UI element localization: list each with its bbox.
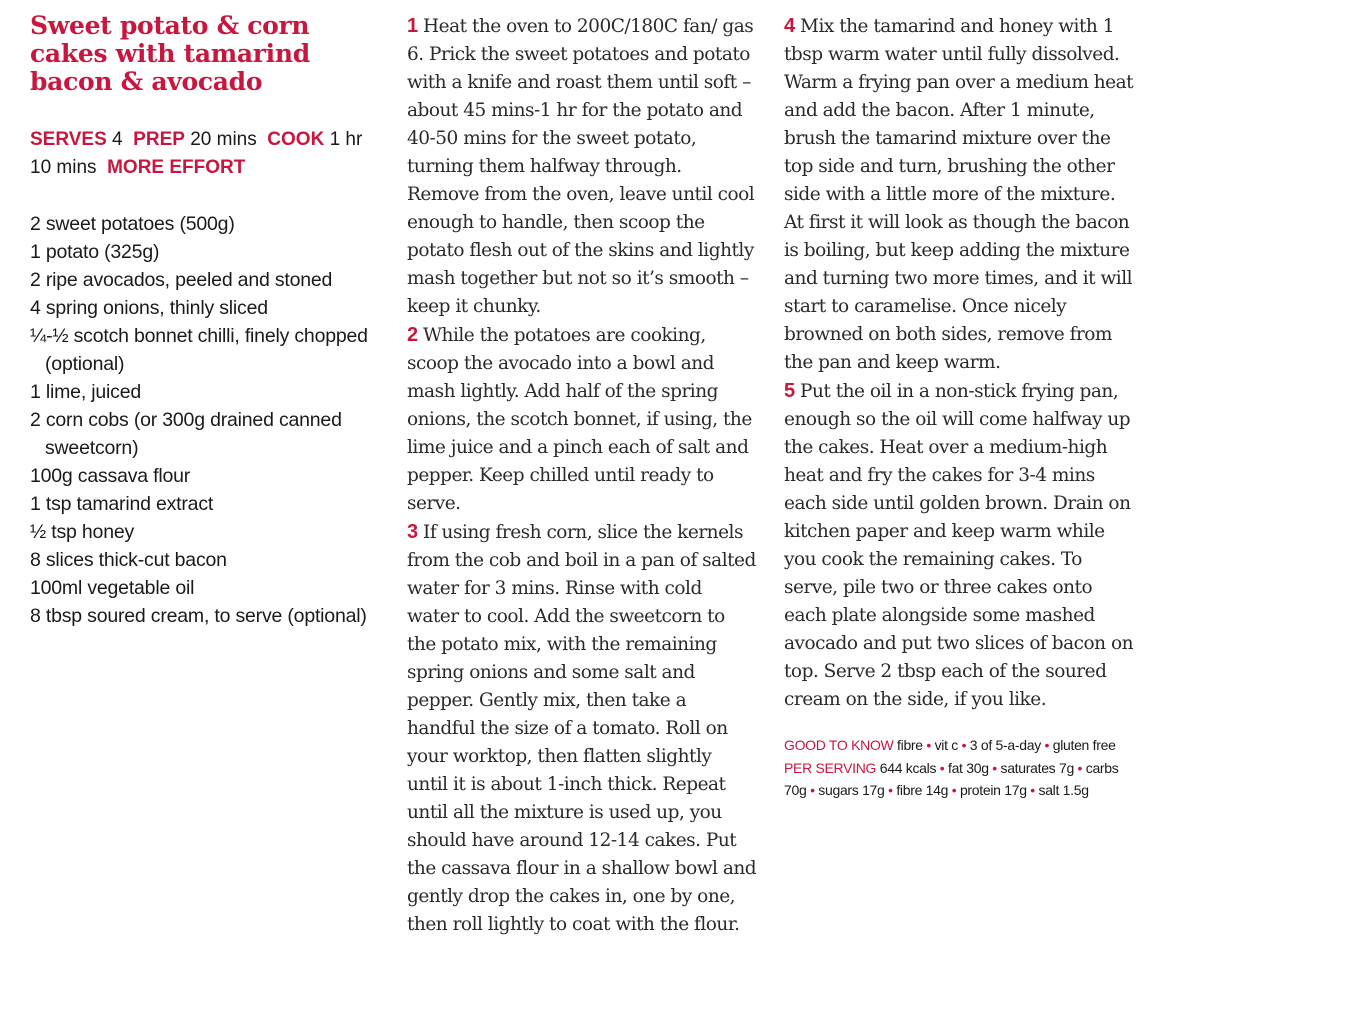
step-text: While the potatoes are cooking, scoop the avocado into a bowl and mash lightly. Add half of the spring onions, the scotch bonnet, if using, the lime juice and a pinch each of salt and pepper. Keep chilled until ready to serve.: [407, 325, 752, 514]
ingredients-list: [30, 210, 380, 630]
step-text: If using fresh corn, slice the kernels from the cob and boil in a pan of salted water for 3 mins. Rinse with cold water to cool. Add the sweetcorn to the potato mix, with the remaining spring onions and some salt and pepper. Gently mix, then take a handful the size of a tomato. Roll on your worktop, then flatten slightly until it is about 1-inch thick. Repeat until all the mixture is used up, you should have around 12-14 cakes. Put the cassava flour in a shallow bowl and gently drop the cakes in, one by one, then roll lightly to coat with the flour.: [407, 522, 757, 935]
method-step-3: [407, 518, 757, 939]
per-serving-label: PER SERVING: [784, 759, 877, 776]
nutrition-value: protein 17g: [959, 782, 1027, 798]
ingredient-item: 1 lime, juiced: [30, 381, 142, 403]
cook-value: 1 hr 10 mins: [30, 129, 363, 178]
ingredient-item: 100g cassava flour: [30, 465, 191, 487]
good-to-know-item: fibre: [897, 737, 923, 753]
ingredient-item: 8 slices thick-cut bacon: [30, 549, 227, 571]
method-step-2: [407, 321, 757, 518]
serves-value: 4: [112, 129, 123, 150]
method-step-1: [407, 12, 757, 321]
ingredient-item: 2 corn cobs (or 300g drained canned sweetcorn): [30, 409, 342, 459]
good-to-know-label: GOOD TO KNOW: [784, 737, 894, 753]
nutrition-value: 644 kcals: [879, 759, 937, 776]
step-number: 5: [784, 380, 795, 402]
prep-label: PREP: [133, 129, 185, 150]
good-to-know-item: gluten free: [1052, 737, 1116, 753]
step-number: 3: [407, 521, 418, 543]
nutrition-value: sugars 17g: [818, 782, 885, 798]
ingredient-item: 2 sweet potatoes (500g): [30, 213, 235, 235]
ingredient-item: 100ml vegetable oil: [30, 577, 195, 599]
step-text: Heat the oven to 200C/180C fan/ gas 6. Prick the sweet potatoes and potato with a knife and roast them until soft – about 45 mins-1 hr for the potato and 40-50 mins for the sweet potato, turning them halfway through. Remove from the oven, leave until cool enough to handle, then scoop the potato flesh out of the skins and lightly mash together but not so it’s smooth – keep it chunky.: [407, 16, 755, 317]
method-step-4: [784, 12, 1134, 377]
step-number: 4: [784, 15, 795, 37]
method-column-1: [407, 12, 757, 939]
method-column-2: [784, 12, 1134, 802]
method-step-5: [784, 377, 1134, 714]
nutrition-value: carbs 70g: [784, 759, 1119, 798]
nutrition-info: [784, 734, 1134, 802]
good-to-know-item: vit c: [934, 737, 958, 753]
ingredient-item: 1 tsp tamarind extract: [30, 493, 214, 515]
effort-label: MORE EFFORT: [107, 157, 246, 178]
ingredient-item: 2 ripe avocados, peeled and stoned: [30, 269, 333, 291]
ingredient-item: 4 spring onions, thinly sliced: [30, 297, 268, 319]
step-number: 1: [407, 15, 418, 37]
recipe-meta: [30, 126, 380, 182]
good-to-know-item: 3 of 5-a-day: [969, 737, 1041, 753]
ingredient-item: ¼-½ scotch bonnet chilli, finely chopped (optional): [30, 325, 368, 375]
step-text: Put the oil in a non-stick frying pan, enough so the oil will come halfway up the cakes. Heat over a medium-high heat and fry the cakes for 3-4 mins each side until golden brown. Drain on kitchen paper and keep warm while you cook the remaining cakes. To serve, pile two or three cakes onto each plate alongside some mashed avocado and put two slices of bacon on top. Serve 2 tbsp each of the soured cream on the side, if you like.: [784, 381, 1133, 710]
per-serving: PER SERVING 644 kcals • fat 30g • saturates 7g • carbs 70g • sugars 17g • fibre 14g • protein 17g • salt 1.5g: [784, 759, 1119, 798]
nutrition-value: saturates 7g: [1000, 759, 1074, 776]
step-number: 2: [407, 324, 418, 346]
ingredient-item: 8 tbsp soured cream, to serve (optional): [30, 605, 367, 627]
nutrition-value: fibre 14g: [896, 782, 949, 798]
good-to-know: GOOD TO KNOW fibre • vit c • 3 of 5-a-day • gluten free: [784, 737, 1116, 753]
serves-label: SERVES: [30, 129, 107, 150]
ingredient-item: ½ tsp honey: [30, 521, 135, 543]
prep-value: 20 mins: [190, 129, 257, 150]
nutrition-value: fat 30g: [947, 759, 989, 776]
ingredient-item: 1 potato (325g): [30, 241, 160, 263]
recipe-header-column: [30, 12, 380, 630]
cook-label: COOK: [267, 129, 325, 150]
step-text: Mix the tamarind and honey with 1 tbsp warm water until fully dissolved. Warm a frying pan over a medium heat and add the bacon. After 1 minute, brush the tamarind mixture over the top side and turn, brushing the other side with a little more of the mixture. At first it will look as though the bacon is boiling, but keep adding the mixture and turning two more times, and it will start to caramelise. Once nicely browned on both sides, remove from the pan and keep warm.: [784, 16, 1134, 373]
recipe-title: Sweet potato & corn cakes with tamarind bacon & avocado: [30, 11, 310, 96]
nutrition-value: salt 1.5g: [1038, 782, 1089, 798]
